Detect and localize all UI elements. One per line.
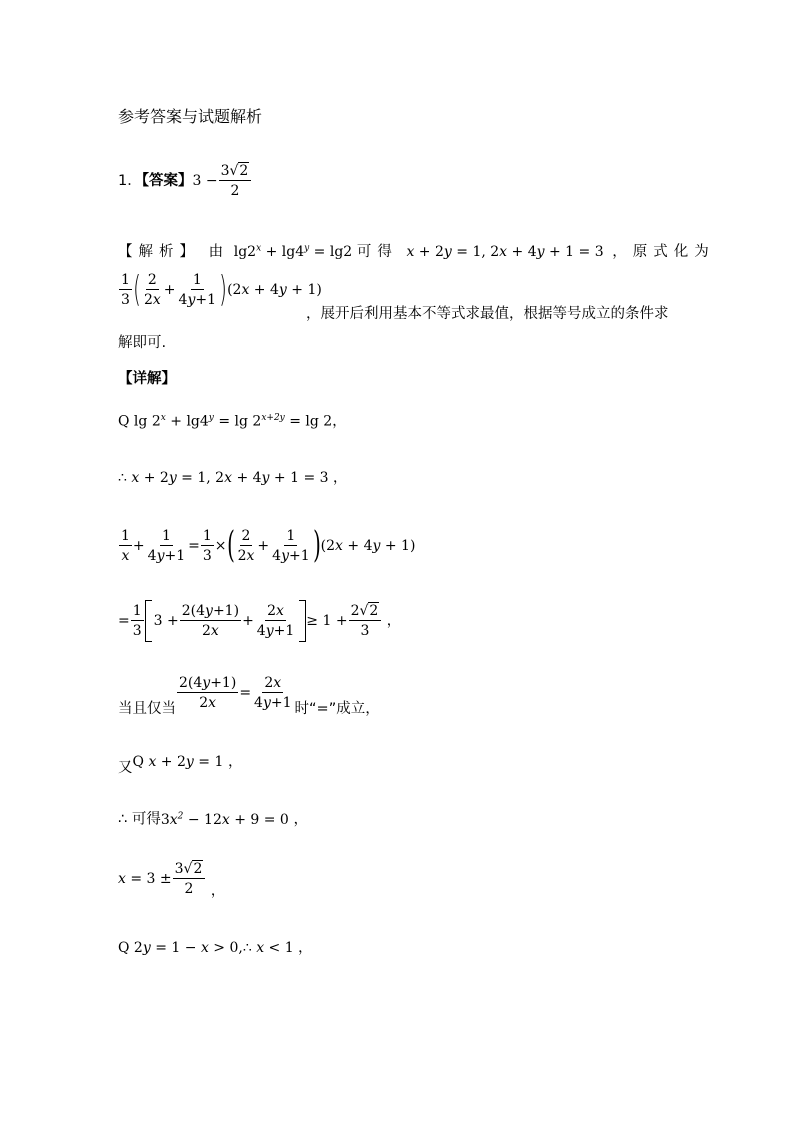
detail-line-9: Q 2y = 1 − x > 0,∴ x < 1 ， (118, 940, 313, 956)
analysis-text-2: 解即可. (118, 335, 167, 351)
frac-a-num: 2 (147, 272, 157, 288)
page-heading: 参考答案与试题解析 (118, 107, 263, 126)
answer-den: 2 (230, 183, 240, 199)
l5-post: 时“=”成立， (294, 701, 380, 717)
analysis-yuanshi: ，原式化为 (612, 244, 715, 260)
detail-label: 【详解】 (118, 371, 176, 387)
detail-line-1: Q $\lg 2^x + \lg 4^y = \lg 2^{x+2y} = \lg 2$， (118, 413, 347, 430)
detail-line-3: $\frac{1}{x}$ + $\frac{1}{4y+1}$ = $\frac{1}{3}$ ×( $\frac{2}{2x}$ + $\frac{1}{4y+1}$ )(2x + 4y + 1) (121, 525, 416, 566)
question-number: 1． (118, 173, 142, 189)
analysis-line-1 (118, 240, 715, 261)
l5-pre: 当且仅当 (118, 701, 176, 717)
answer-line (118, 164, 252, 198)
detail-line-7: ∴ 可得$3x^2 - 12x + 9 = 0$ ， (118, 811, 308, 828)
analysis-you: 由 (208, 244, 224, 260)
analysis-expression: $\frac{1}{3}$ ( $\frac{2}{2x}$ + $\frac{1}{4y+1}$ )(2x + 4y + 1) (121, 269, 322, 310)
analysis-label: 【解析】 (118, 244, 200, 260)
answer-label: 【答案】 (141, 173, 193, 189)
detail-line-2: ∴ x + 2y = 1, 2x + 4y + 1 = 3 ， (118, 470, 347, 486)
frac-b-num: 1 (192, 272, 202, 288)
detail-line-5: 当且仅当 $\frac{2(4y+1)}{2x}$ = $\frac{2x}{4y+1}$ 时“=”成立， (118, 675, 380, 717)
analysis-kede: 可得 (356, 244, 398, 260)
analysis-math-2: x + 2y = 1, 2x + 4y + 1 = 3 (406, 244, 604, 260)
answer-fraction: $\frac{3√2}{2}$ (219, 164, 252, 198)
analysis-text-1: ，展开后利用基本不等式求最值，根据等号成立的条件求 (306, 306, 669, 322)
detail-line-8: x = 3 ± $\frac{3√2}{2}$ ， (118, 861, 225, 899)
detail-line-4: = $\frac{1}{3}$ 3 + $\frac{2(4y+1)}{2x}$ + $\frac{2x}{4y+1}$ ≥ 1 + $\frac{2√2}{3}$ ， (118, 600, 401, 642)
analysis-math-1: $\lg 2^x + \lg 4^y = \lg 2$ (233, 243, 353, 260)
detail-line-6: 又Q x + 2y = 1 ， (118, 754, 243, 776)
answer-lead: 3 − (192, 173, 218, 189)
